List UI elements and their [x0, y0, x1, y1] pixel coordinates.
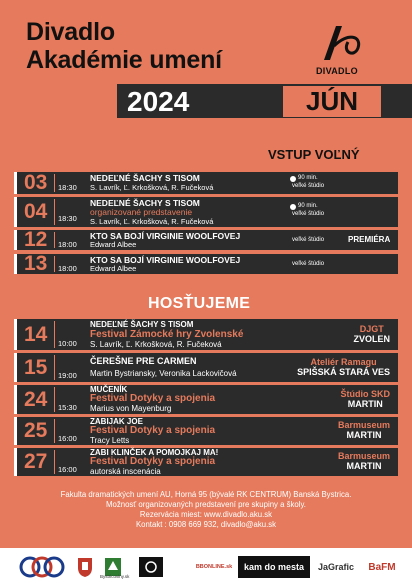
- event-cast: Tracy Letts: [90, 436, 130, 445]
- event-venue: veľké štúdio: [292, 211, 325, 217]
- event-time: 18:00: [58, 264, 77, 273]
- event-time: 18:30: [58, 214, 77, 223]
- theatre-logo-icon: [318, 22, 366, 64]
- venue-city: MARTIN: [347, 399, 383, 409]
- sponsor-strip: [0, 548, 412, 583]
- event-title: NEDEĽNÉ ŠACHY S TISOM: [90, 320, 194, 329]
- footer-contact: Kontakt : 0908 669 932, divadlo@aku.sk: [135, 520, 277, 529]
- event-venue: veľké štúdio: [292, 237, 325, 243]
- venue-name: Barmuseum: [337, 451, 390, 461]
- event-duration: 90 min.: [298, 203, 318, 209]
- footer-address: Fakulta dramatických umení AU, Horná 95 (bývalé RK CENTRUM) Banská Bystrica.: [60, 490, 352, 499]
- event-title: ČEREŠNE PRE CARMEN: [90, 356, 197, 366]
- guest-row: [14, 448, 398, 476]
- event-venue: [353, 324, 390, 344]
- event-festival: Festival Dotyky a spojenia: [90, 456, 216, 467]
- event-row: [14, 230, 398, 250]
- event-time: 18:30: [58, 183, 77, 192]
- year-bar: [117, 84, 412, 118]
- event-cast: Marius von Mayenburg: [90, 404, 172, 413]
- event-festival: Festival Zámocké hry Zvolenské: [90, 329, 244, 340]
- event-day: 27: [24, 450, 48, 473]
- event-time: 19:00: [58, 371, 77, 380]
- venue-name: DJGT: [359, 324, 384, 334]
- divider: [54, 321, 55, 348]
- event-day: 15: [24, 356, 48, 379]
- event-day: 03: [24, 171, 48, 194]
- event-title: ZABI KLINČEK A POMOJKAJ MA!: [90, 448, 219, 457]
- sponsor-name: BBONLINE.sk: [195, 564, 233, 570]
- guest-row: [14, 417, 398, 445]
- event-time: 16:00: [58, 434, 77, 443]
- event-duration: 90 min.: [298, 175, 318, 181]
- guest-row: [14, 353, 398, 382]
- event-cast: S. Lavrík, Ľ. Krkošková, R. Fučeková: [90, 183, 214, 192]
- venue-city: ZVOLEN: [353, 334, 390, 344]
- academy-logo-icon: [14, 556, 70, 578]
- divider: [54, 199, 55, 225]
- clock-icon: [290, 204, 296, 210]
- divider: [54, 256, 55, 272]
- divider: [54, 355, 55, 380]
- sponsor-name: JaGrafic: [317, 562, 355, 572]
- event-venue: [338, 420, 390, 440]
- partner-logo-icon: [138, 556, 164, 578]
- event-row: [14, 197, 398, 227]
- event-venue: [297, 357, 390, 377]
- event-time: 16:00: [58, 465, 77, 474]
- event-day: 13: [24, 252, 48, 275]
- footer-groups: Možnosť organizovaných predstavení pre skupiny a školy.: [106, 500, 306, 509]
- event-cast: autorská inscenácia: [90, 467, 161, 476]
- venue-name: Ateliér Ramagu: [310, 357, 377, 367]
- event-day: 12: [24, 228, 48, 251]
- month: JÚN: [283, 86, 381, 117]
- divider: [54, 387, 55, 412]
- venue-name: Štúdio SKD: [340, 389, 390, 399]
- sponsor-name: BaFM: [368, 561, 396, 573]
- event-venue: veľké štúdio: [292, 261, 325, 267]
- footer: [0, 490, 412, 530]
- event-venue: veľké štúdio: [292, 183, 325, 189]
- event-day: 04: [24, 200, 48, 223]
- event-cast: Edward Albee: [90, 264, 137, 273]
- event-time: 10:00: [58, 339, 77, 348]
- title-line1: Divadlo: [26, 18, 115, 46]
- event-time: 18:00: [58, 240, 77, 249]
- venue-city: SPIŠSKÁ STARÁ VES: [297, 367, 390, 377]
- event-festival: Festival Dotyky a spojenia: [90, 393, 216, 404]
- event-cast: S. Lavrík, Ľ. Krkošková, R. Fučeková: [90, 217, 214, 226]
- logo-text: DIVADLO: [316, 66, 358, 76]
- event-cast: Edward Albee: [90, 240, 137, 249]
- event-title: ZABIJAK JOE: [90, 417, 143, 426]
- divider: [54, 174, 55, 192]
- event-day: 24: [24, 388, 48, 411]
- guest-row: [14, 319, 398, 350]
- premiere-badge: PREMIÉRA: [348, 235, 391, 244]
- divider: [54, 419, 55, 443]
- venue-city: MARTIN: [346, 430, 382, 440]
- event-cast: S. Lavrík, Ľ. Krkošková, R. Fučeková: [90, 340, 222, 349]
- venue-name: Barmuseum: [337, 420, 390, 430]
- event-subtitle: organizované predstavenie: [90, 207, 193, 217]
- venue-city: MARTIN: [346, 461, 382, 471]
- footer-reservation: Rezervácia miest: www.divadlo.aku.sk: [139, 510, 273, 519]
- city-crest-icon: [76, 556, 94, 578]
- divider: [54, 450, 55, 474]
- event-row: [14, 254, 398, 274]
- year: 2024: [127, 86, 190, 117]
- event-festival: Festival Dotyky a spojenia: [90, 425, 216, 436]
- guest-heading: HOSŤUJEME: [148, 295, 251, 312]
- event-row: [14, 172, 398, 194]
- sponsor-name: Bystricoviny.sk: [100, 573, 130, 579]
- title-line2: Akadémie umení: [26, 46, 222, 74]
- event-time: 15:30: [58, 403, 77, 412]
- event-title: NEDEĽNÉ ŠACHY S TISOM: [90, 173, 200, 183]
- event-venue: [338, 451, 390, 471]
- free-entry-heading: VSTUP VOĽNÝ: [268, 147, 360, 162]
- event-day: 14: [24, 323, 48, 346]
- event-day: 25: [24, 419, 48, 442]
- event-title: MUČENÍK: [90, 385, 128, 394]
- event-title: NEDEĽNÉ ŠACHY S TISOM: [90, 198, 200, 208]
- event-title: KTO SA BOJÍ VIRGINIE WOOLFOVEJ: [90, 231, 241, 241]
- event-venue: [341, 389, 391, 409]
- guest-row: [14, 385, 398, 414]
- sponsor-name: kam do mesta: [238, 556, 310, 578]
- clock-icon: [290, 176, 296, 182]
- event-title: KTO SA BOJÍ VIRGINIE WOOLFOVEJ: [90, 255, 241, 265]
- event-cast: Martin Bystriansky, Veronika Lackovičová: [90, 369, 237, 378]
- divider: [54, 232, 55, 248]
